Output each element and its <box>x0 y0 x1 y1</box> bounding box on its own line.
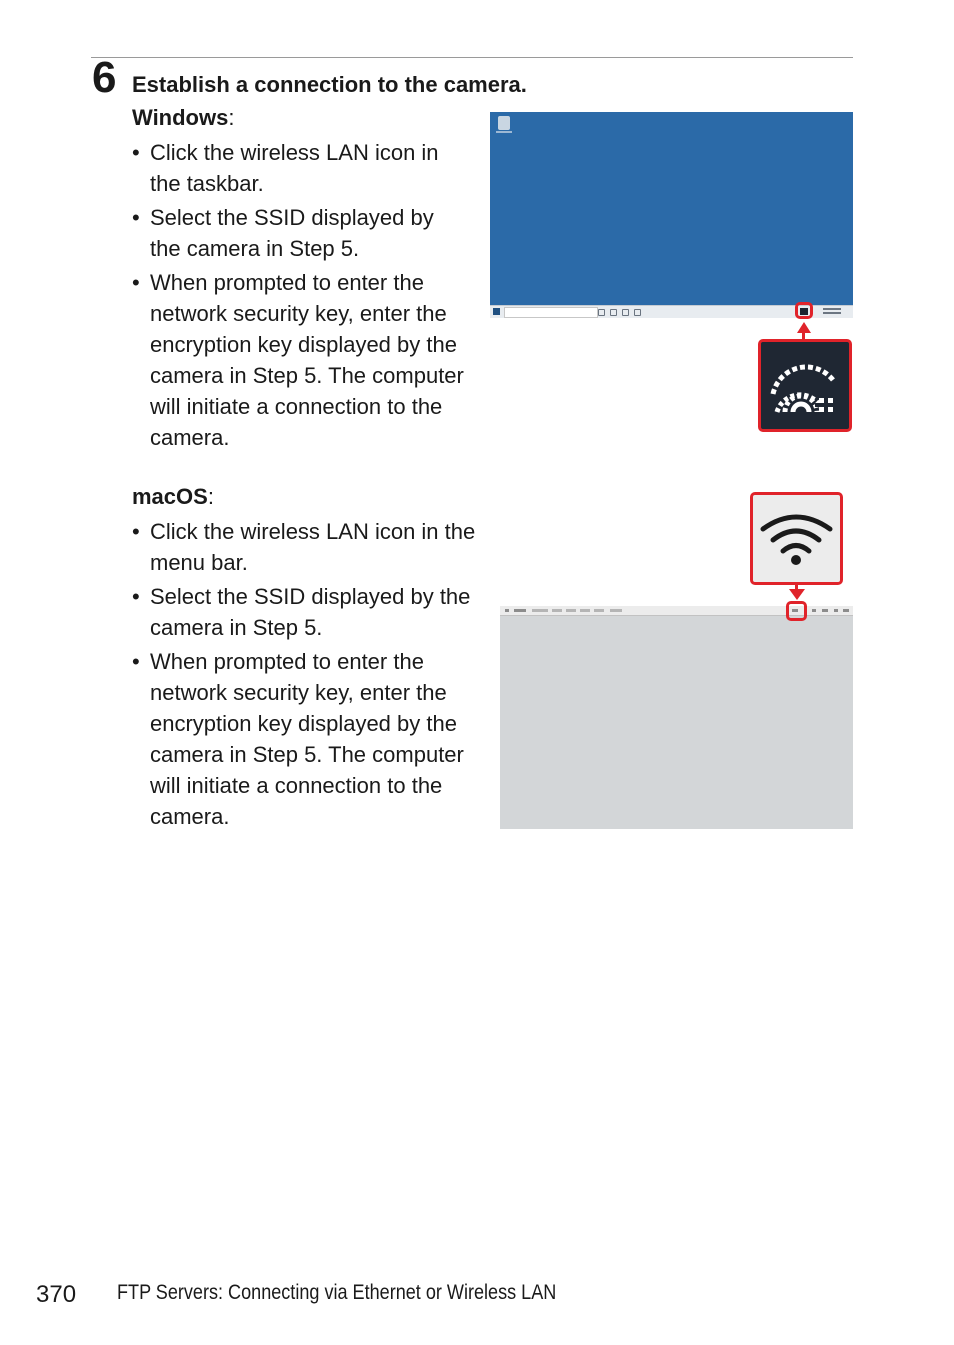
menu-item <box>532 609 548 612</box>
list-item: • When prompted to enter the network security key, enter the encryption key displayed by the camera in Step 5. The computer will initiate a connection to the camera. <box>132 267 467 453</box>
list-item: • Select the SSID displayed by the camera in Step 5. <box>132 581 482 643</box>
status-icon <box>822 609 828 612</box>
windows-wifi-zoom <box>758 339 852 432</box>
macos-label <box>132 482 214 512</box>
macos-wifi-highlight <box>786 601 807 621</box>
menu-item <box>552 609 562 612</box>
status-icon <box>843 609 849 612</box>
header-rule <box>91 57 853 58</box>
macos-wifi-zoom <box>750 492 843 585</box>
store-icon <box>634 309 641 316</box>
list-item: • Click the wireless LAN icon in the menu bar. <box>132 516 482 578</box>
windows-label <box>132 103 234 133</box>
task-view-icon <box>598 309 605 316</box>
explorer-icon <box>610 309 617 316</box>
windows-label-text: Windows <box>132 105 229 130</box>
menu-item <box>610 609 622 612</box>
start-icon <box>493 308 500 315</box>
menu-item <box>580 609 590 612</box>
macos-desktop-screenshot <box>500 606 853 829</box>
menu-item <box>514 609 526 612</box>
windows-wifi-highlight <box>795 302 813 319</box>
edge-icon <box>622 309 629 316</box>
step-number: 6 <box>92 53 117 102</box>
windows-steps-list <box>132 137 467 456</box>
page-number: 370 <box>36 1281 77 1308</box>
list-item: • When prompted to enter the network security key, enter the encryption key displayed by the camera in Step 5. The computer will initiate a connection to the camera. <box>132 646 482 832</box>
macos-label-text: macOS <box>132 484 208 509</box>
windows-desktop-screenshot <box>490 112 853 318</box>
menu-item <box>566 609 576 612</box>
footer-section-title: FTP Servers: Connecting via Ethernet or Wireless LAN <box>117 1281 557 1304</box>
taskbar-search-box <box>504 307 598 318</box>
taskbar-clock <box>823 308 841 310</box>
macos-label-colon: : <box>207 484 214 509</box>
status-icon <box>812 609 816 612</box>
menu-item <box>594 609 604 612</box>
recycle-bin-icon <box>498 116 510 130</box>
step-title: Establish a connection to the camera. <box>132 72 527 97</box>
wifi-icon <box>761 342 849 429</box>
recycle-bin-label <box>496 131 512 133</box>
macos-steps-list <box>132 516 482 835</box>
callout-arrow-icon <box>789 589 805 600</box>
list-item: • Select the SSID displayed by the camera in Step 5. <box>132 202 467 264</box>
windows-label-colon: : <box>228 105 235 130</box>
list-item: • Click the wireless LAN icon in the taskbar. <box>132 137 467 199</box>
apple-icon <box>505 609 509 612</box>
status-icon <box>834 609 838 612</box>
wifi-icon <box>753 495 840 582</box>
